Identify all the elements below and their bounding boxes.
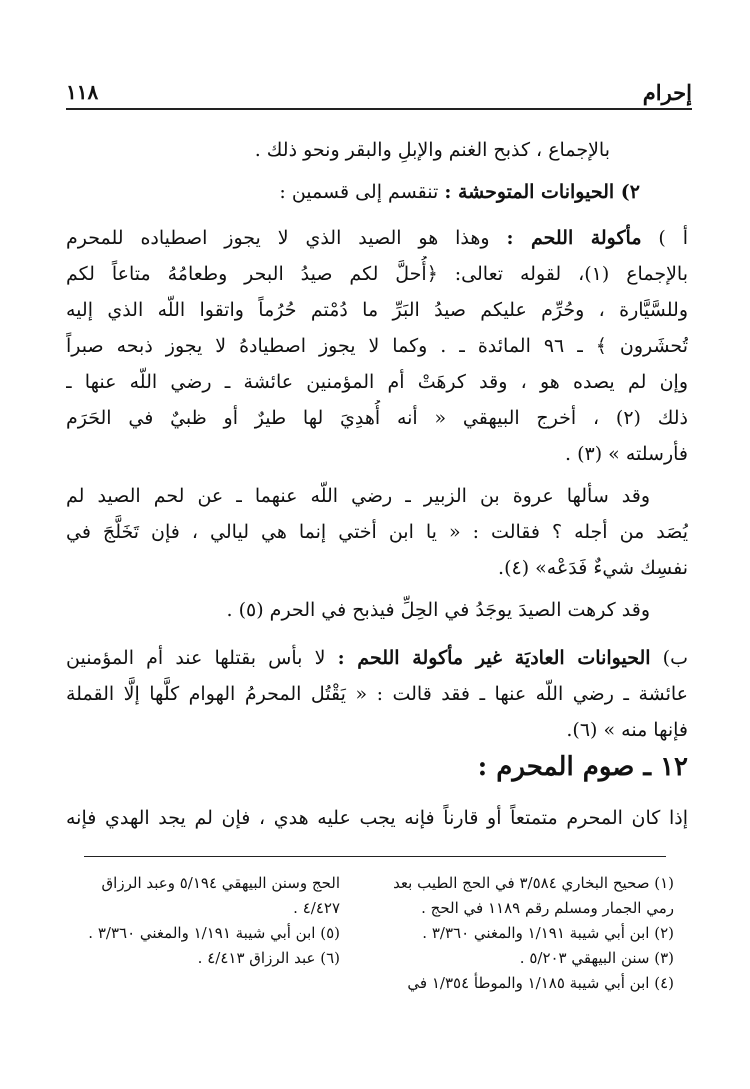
running-title: إحرام <box>642 80 692 105</box>
item-label: ب) <box>650 647 688 669</box>
section-title: ١٢ ـ صوم المحرم : <box>477 752 688 782</box>
footnote-line: رمي الجمار ومسلم رقم ١١٨٩ في الحج . <box>421 899 674 917</box>
item-label: أ ) <box>641 227 688 249</box>
text-line <box>66 436 688 472</box>
subheading-bold: ٢) الحيوانات المتوحشة : <box>444 181 640 203</box>
footnote-line: (٦) عبد الرزاق ٤/٤١٣ . <box>197 949 340 967</box>
line-text: وإن لم يصده هو ، وقد كرهَتْ أم المؤمنين عائشة ـ رضي اللّه عنها ـ <box>66 371 688 393</box>
footnote-separator <box>84 856 666 857</box>
line-text: وقد سألها عروة بن الزبير ـ رضي اللّه عنهما ـ عن لحم الصيد لم <box>66 485 650 507</box>
text-line <box>66 256 688 292</box>
item-heading: مأكولة اللحم : <box>506 227 642 249</box>
line-text: وقد كرهت الصيدَ يوجَدُ في الحِلِّ فيذبح في الحرم (٥) . <box>226 599 650 621</box>
text-line <box>66 478 650 514</box>
line-text: إذا كان المحرم متمتعاً أو قارناً فإنه يجب عليه هدي ، فإن لم يجد الهدي فإنه <box>66 807 688 829</box>
footnote-line: (٣) سنن البيهقي ٥/٢٠٣ . <box>519 949 674 967</box>
item-heading: الحيوانات العاديَة غير مأكولة اللحم : <box>337 647 651 669</box>
line-text: فإنها منه » (٦). <box>566 719 688 741</box>
line-text: بالإجماع (١)، لقوله تعالى: ﴿أُحلَّ لكم صيدُ البحر وطعامُهُ متاعاً لكم <box>66 263 688 285</box>
line-text: بالإجماع ، كذبح الغنم والإبلِ والبقر ونحو ذلك . <box>254 139 610 161</box>
text-line <box>66 400 688 436</box>
page-number: ١١٨ <box>66 80 99 104</box>
text-line <box>66 592 650 628</box>
footnote-line: (٢) ابن أبي شيبة ١/١٩١ والمغني ٣/٣٦٠ . <box>422 924 674 942</box>
footnote-line: الحج وسنن البيهقي ٥/١٩٤ وعبد الرزاق <box>101 874 340 892</box>
text-line <box>66 132 610 168</box>
line-text: وللسَّيَّارة ، وحُرِّم عليكم صيدُ البَرِّ ما دُمْتم حُرُماً واتقوا اللّه الذي إليه <box>66 299 688 321</box>
line-text: نفسِك شيءٌ فَدَعْه» (٤). <box>498 557 688 579</box>
text-line <box>66 292 688 328</box>
text-line <box>66 220 688 256</box>
text-line <box>66 712 688 748</box>
footnote-line: ٤/٤٢٧ . <box>293 899 340 917</box>
text-line <box>66 800 688 836</box>
text-line <box>66 514 688 550</box>
footnote-line: (١) صحيح البخاري ٣/٥٨٤ في الحج الطيب بعد <box>393 874 674 892</box>
line-text: عائشة ـ رضي اللّه عنها ـ فقد قالت : « يَقْتُل المحرمُ الهوام كلَّها إلَّا القملة <box>66 683 688 705</box>
footnote-line: (٤) ابن أبي شيبة ١/١٨٥ والموطأ ١/٣٥٤ في <box>407 974 674 992</box>
line-text: يُصَد من أجله ؟ فقالت : « يا ابن أختي إنما هي ليالي ، فإن تَخَلَّجَ في <box>66 521 688 543</box>
text-line <box>66 328 688 364</box>
line-text: لا بأس بقتلها عند أم المؤمنين <box>66 647 338 669</box>
page-header <box>66 78 692 110</box>
text-line <box>66 676 688 712</box>
subheading-rest: تنقسم إلى قسمين : <box>279 181 445 203</box>
line-text: ذلك (٢) ، أخرج البيهقي « أنه أُهدِيَ لها طيرٌ أو ظبيٌ في الحَرَم <box>66 407 688 429</box>
text-line <box>66 364 688 400</box>
line-text: تُحشَرون ﴾ ـ ٩٦ المائدة ـ . وكما لا يجوز اصطيادهُ لا يجوز ذبحه صبراً <box>66 335 688 357</box>
text-line <box>66 550 688 586</box>
line-text: وهذا هو الصيد الذي لا يجوز اصطياده للمحرم <box>66 227 507 249</box>
subheading-line <box>66 174 640 210</box>
text-line <box>66 640 688 676</box>
footnote-line: (٥) ابن أبي شيبة ١/١٩١ والمغني ٣/٣٦٠ . <box>88 924 340 942</box>
line-text: فأرسلته » (٣) . <box>564 443 688 465</box>
